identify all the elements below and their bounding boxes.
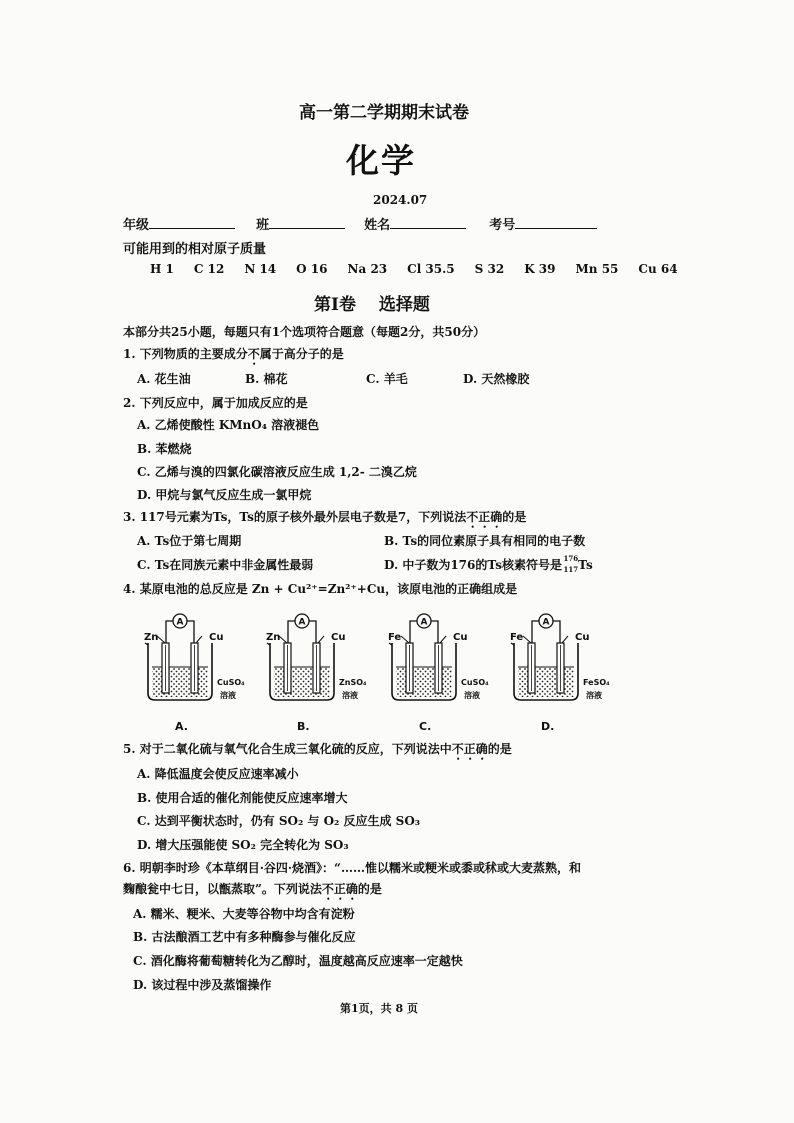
id-label: 考号 xyxy=(489,218,516,233)
q2-option-c[interactable]: C. 乙烯与溴的四氯化碳溶液反应生成 1,2- 二溴乙烷 xyxy=(137,465,417,479)
cell-option-label: C. xyxy=(419,720,432,733)
ammeter-label: A xyxy=(420,617,428,628)
cell-option-label: A. xyxy=(175,720,188,733)
leader-left xyxy=(401,636,409,643)
name-label: 姓名 xyxy=(364,218,391,233)
q4-stem: 4. 某原电池的总反应是 Zn + Cu²⁺=Zn²⁺+Cu，该原电池的正确组成是 xyxy=(123,582,518,596)
q5-option-c[interactable]: C. 达到平衡状态时，仍有 SO₂ 与 O₂ 反应生成 SO₃ xyxy=(137,814,421,828)
atomic-mass-title: 可能用到的相对原子质量 xyxy=(123,242,267,257)
atomic-mass-item: K 39 xyxy=(524,262,556,276)
info-fields xyxy=(123,214,597,233)
left-electrode-label: Fe xyxy=(510,632,524,643)
right-electrode-label: Cu xyxy=(209,632,224,643)
cell-option-label: B. xyxy=(297,720,310,733)
q1-option-d[interactable]: D. 天然橡胶 xyxy=(463,372,530,386)
q3-option-a[interactable]: A. Ts位于第七周期 xyxy=(137,534,242,548)
q2-option-d[interactable]: D. 甲烷与氯气反应生成一氯甲烷 xyxy=(137,488,312,502)
right-electrode-label: Cu xyxy=(331,632,346,643)
id-blank[interactable] xyxy=(515,214,597,229)
q3-option-c[interactable]: C. Ts在同族元素中非金属性最弱 xyxy=(137,558,314,572)
q5-option-b[interactable]: B. 使用合适的催化剂能使反应速率增大 xyxy=(137,791,348,805)
ammeter-label: A xyxy=(176,617,184,628)
q3-stem: 3. 117号元素为Ts，Ts的原子核外最外层电子数是7，下列说法不正确的是 xyxy=(123,510,527,524)
atomic-mass-item: Mn 55 xyxy=(575,262,619,276)
section-intro: 本部分共25小题，每题只有1个选项符合题意（每题2分，共50分） xyxy=(123,325,486,339)
subject-title: 化学 xyxy=(346,141,416,180)
q5-option-a[interactable]: A. 降低温度会使反应速率减小 xyxy=(137,767,299,781)
q3-option-d[interactable]: D. 中子数为176的Ts核素符号是 176 117 Ts xyxy=(384,554,593,574)
left-electrode-label: Zn xyxy=(266,632,281,643)
nuclide-symbol: 176 117 xyxy=(563,554,579,574)
solution-label: 溶液 xyxy=(342,691,358,700)
solution-label: 溶液 xyxy=(464,691,480,700)
atomic-mass-item: S 32 xyxy=(474,262,505,276)
leader-right xyxy=(440,636,446,643)
right-electrode-label: Cu xyxy=(453,632,468,643)
emphasis-mark: 不正确 xyxy=(321,882,358,896)
q2-option-a[interactable]: A. 乙烯使酸性 KMnO₄ 溶液褪色 xyxy=(137,418,320,432)
solution-fill xyxy=(274,667,330,697)
leader-right xyxy=(318,636,324,643)
atomic-mass-item: H 1 xyxy=(150,262,174,276)
emphasis-mark: 不正确 xyxy=(451,742,488,756)
q6-option-a[interactable]: A. 糯米、粳米、大麦等谷物中均含有淀粉 xyxy=(133,907,355,921)
solution-label: 溶液 xyxy=(220,691,236,700)
q1-stem: 1. 下列物质的主要成分不属于高分子的是 xyxy=(123,347,344,361)
atomic-mass-list xyxy=(150,262,678,276)
right-electrode-label: Cu xyxy=(575,632,590,643)
exam-date: 2024.07 xyxy=(373,193,428,207)
grade-label: 年级 xyxy=(123,218,150,233)
solution-formula: CuSO₄ xyxy=(217,678,245,687)
ammeter-label: A xyxy=(298,617,306,628)
atomic-mass-item: C 12 xyxy=(193,262,225,276)
q5-option-d[interactable]: D. 增大压强能使 SO₂ 完全转化为 SO₃ xyxy=(137,838,349,852)
solution-formula: FeSO₄ xyxy=(583,678,610,687)
section-title: 第I卷 选择题 xyxy=(314,295,430,315)
cell-b xyxy=(266,614,367,733)
solution-fill xyxy=(152,667,208,697)
q1-option-b[interactable]: B. 棉花 xyxy=(245,372,288,386)
q4-cells-diagram xyxy=(130,605,640,745)
class-blank[interactable] xyxy=(269,214,345,229)
page-footer: 第1页，共 8 页 xyxy=(340,1002,418,1015)
q2-stem: 2. 下列反应中，属于加成反应的是 xyxy=(123,396,308,410)
q1-option-a[interactable]: A. 花生油 xyxy=(137,372,191,386)
atomic-mass-item: Cu 64 xyxy=(638,262,678,276)
atomic-mass-item: Na 23 xyxy=(347,262,388,276)
q3-option-b[interactable]: B. Ts的同位素原子具有相同的电子数 xyxy=(384,534,586,548)
atomic-mass-item: N 14 xyxy=(244,262,277,276)
q5-stem: 5. 对于二氧化硫与氧气化合生成三氧化硫的反应，下列说法中不正确的是 xyxy=(123,742,512,756)
solution-formula: CuSO₄ xyxy=(461,678,489,687)
exam-title: 高一第二学期期末试卷 xyxy=(299,103,469,123)
leader-left xyxy=(523,636,531,643)
q1-option-c[interactable]: C. 羊毛 xyxy=(366,372,408,386)
leader-right xyxy=(562,636,568,643)
emphasis-mark: 不 xyxy=(247,347,260,361)
cell-c xyxy=(388,614,489,733)
grade-blank[interactable] xyxy=(149,214,235,229)
cell-option-label: D. xyxy=(541,720,555,733)
name-blank[interactable] xyxy=(390,214,466,229)
solution-label: 溶液 xyxy=(586,691,602,700)
class-label: 班 xyxy=(256,218,270,233)
left-electrode-label: Zn xyxy=(144,632,159,643)
q6-option-b[interactable]: B. 古法酿酒工艺中有多种酶参与催化反应 xyxy=(133,930,356,944)
cell-a xyxy=(144,614,245,733)
leader-right xyxy=(196,636,202,643)
ammeter-label: A xyxy=(542,617,550,628)
q6-stem-line1: 6. 明朝李时珍《本草纲目·谷四·烧酒》：“……惟以糯米或粳米或黍或秫或大麦蒸熟，和 xyxy=(123,861,581,875)
solution-formula: ZnSO₄ xyxy=(339,678,367,687)
atomic-mass-item: Cl 35.5 xyxy=(407,262,455,276)
atomic-mass-item: O 16 xyxy=(296,262,328,276)
q2-option-b[interactable]: B. 苯燃烧 xyxy=(137,442,192,456)
q6-option-c[interactable]: C. 酒化酶将葡萄糖转化为乙醇时，温度越高反应速率一定越快 xyxy=(133,954,463,968)
solution-fill xyxy=(518,667,574,697)
cell-d xyxy=(510,614,610,733)
solution-fill xyxy=(396,667,452,697)
left-electrode-label: Fe xyxy=(388,632,402,643)
emphasis-mark: 不正确 xyxy=(466,510,503,524)
q6-stem-line2: 麴酿瓮中七日，以甑蒸取”。下列说法不正确的是 xyxy=(123,882,382,896)
q6-option-d[interactable]: D. 该过程中涉及蒸馏操作 xyxy=(133,978,272,992)
